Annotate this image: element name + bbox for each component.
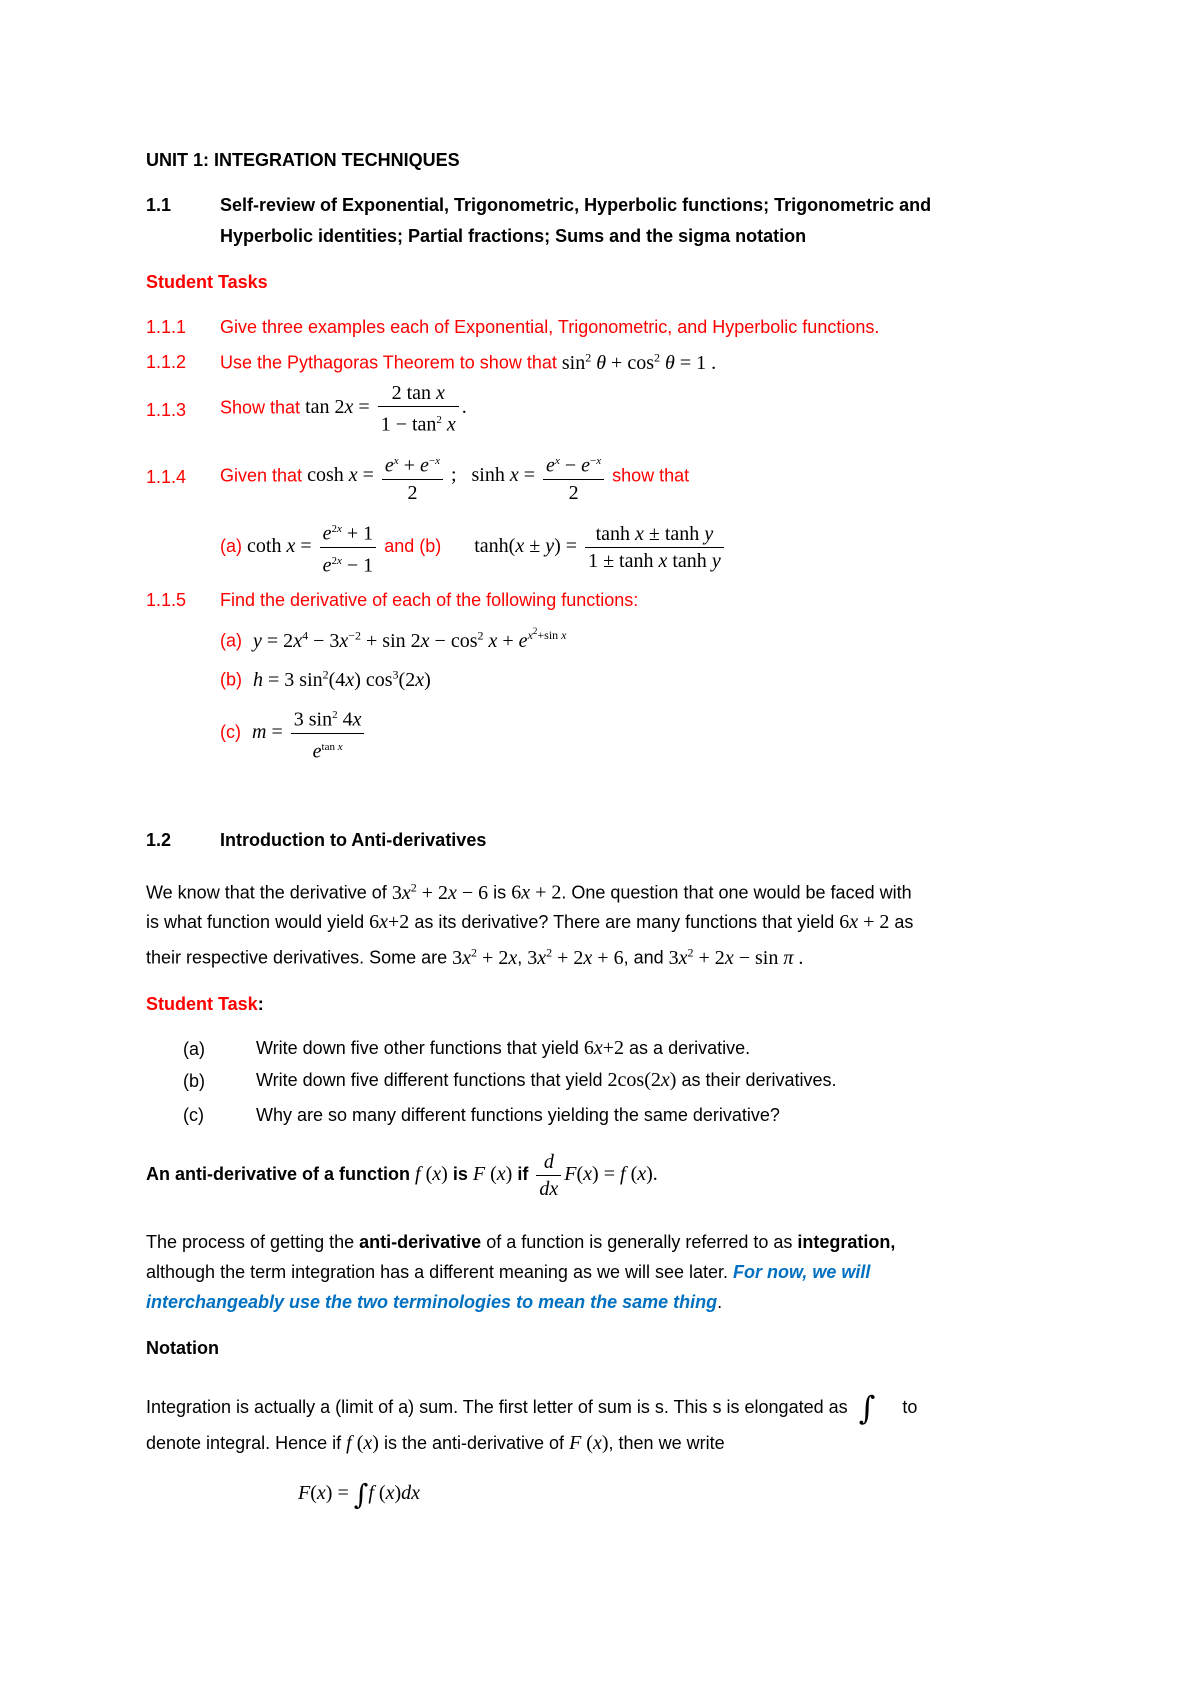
text: as their derivatives.	[681, 1070, 837, 1090]
math-expression: 6x + 2	[839, 911, 890, 933]
paragraph-line	[146, 1389, 917, 1427]
math-expression: tan 2x = $\frac{\text{2 tan x}}{1 - \tan^2 x}$ .	[305, 382, 467, 436]
math-expression: 2cos(2x)	[607, 1069, 677, 1091]
task-line	[220, 350, 716, 375]
text: For now, we will	[733, 1262, 871, 1282]
text: An anti-derivative of a function	[146, 1164, 411, 1185]
text: denote integral. Hence if	[146, 1433, 342, 1453]
section-number: 1.1	[146, 195, 172, 215]
task-text: Find the derivative of each of the following functions:	[220, 590, 639, 610]
math-expression: h = 3 $\sin^2(4x)$ $\cos^3(2x)$	[253, 667, 431, 691]
math-expression: $3x^2 + 2x + 6$	[527, 945, 624, 969]
task-number: 1.1.3	[146, 400, 187, 420]
task-line	[220, 516, 727, 578]
text: is what function would yield	[146, 912, 365, 932]
task-number: 1.1.5	[146, 590, 187, 610]
text: if	[517, 1164, 529, 1185]
text: is the anti-derivative of	[383, 1433, 565, 1453]
math-expression: $3x^2 + 2x$	[452, 945, 518, 969]
part-label: (b)	[220, 669, 242, 690]
text: their respective derivatives. Some are	[146, 947, 448, 968]
text: is	[452, 1164, 468, 1185]
task-text: Given that	[220, 465, 303, 486]
heading-text: Student Task	[146, 994, 258, 1014]
math-expression: $y = 2x^4 - 3x^{-2} + \sin 2x - \cos^2 x + e^{x^2+sin x}$	[253, 626, 567, 652]
task-line	[220, 448, 689, 506]
text: Integration is actually a (limit of a) sum. The first letter of sum is s. This s is elongated as	[146, 1396, 848, 1417]
paragraph-line	[146, 880, 912, 905]
text: , and	[623, 947, 664, 968]
text: integration,	[797, 1232, 896, 1252]
task-text: Give three examples each of Exponential, Trigonometric, and Hyperbolic functions.	[220, 317, 880, 337]
math-expression: m = $\frac{3 \sin^2 4x}{e^{tan x}}$	[252, 721, 367, 743]
text: .	[717, 1292, 723, 1312]
text: anti-derivative	[359, 1232, 482, 1252]
text: The process of getting the	[146, 1232, 355, 1252]
part-label: (a)	[220, 535, 242, 556]
task-label: (b)	[183, 1071, 205, 1091]
task-line	[256, 1037, 750, 1060]
text: . One question that one would be faced with	[561, 882, 912, 903]
math-identity: $\sin^2 \theta + \cos^2 \theta = 1$ .	[561, 350, 717, 374]
math-expression: f (x)	[346, 1432, 379, 1454]
math-expression: coth x = $\frac{e^{2x} + 1}{e^{2x} - 1}$	[247, 535, 384, 557]
math-expression: F (x)	[472, 1163, 513, 1186]
unit-title: UNIT 1: INTEGRATION TECHNIQUES	[146, 150, 460, 170]
text: as a derivative.	[629, 1038, 751, 1058]
part-label: (c)	[220, 721, 241, 742]
math-expression: 6x + 2	[511, 881, 562, 904]
task-text: Use the Pythagoras Theorem to show that	[220, 352, 557, 373]
definition-line	[146, 1149, 658, 1202]
text: interchangeably use the two terminologies to mean the same thing	[146, 1292, 718, 1312]
text: as its derivative? There are many functions that yield	[414, 912, 835, 932]
math-expression: tanh(x ± y) = $\frac{\text{tanh x ± tanh y}}{\text{1 ± tanh x tanh y}}$	[474, 535, 726, 557]
paragraph-line: their respective derivatives. Some are $3x^2 + 2x$, $3x^2 + 2x + 6$, and $3x^2 + 2x - \sin \pi$ .	[146, 945, 804, 969]
text: to	[902, 1396, 918, 1417]
paragraph-line	[146, 911, 913, 934]
text: is	[493, 882, 507, 903]
task-line	[220, 667, 431, 692]
integral-formula: F(x) = ∫f (x)dx	[298, 1478, 421, 1511]
math-expression: F (x)	[569, 1432, 609, 1454]
student-task-heading	[146, 994, 264, 1015]
task-text: Show that	[220, 397, 301, 418]
math-expression: $3x^2 + 2x - 6$	[391, 880, 489, 904]
task-number: 1.1.1	[146, 317, 187, 337]
integral-symbol: ∫	[858, 1389, 876, 1427]
text: Write down five other functions that yield	[256, 1038, 579, 1058]
math-expression: $3x^2 + 2x - \sin \pi$ .	[668, 945, 804, 969]
text: , then we write	[608, 1433, 725, 1453]
paragraph-line	[146, 1232, 895, 1253]
task-line	[256, 1069, 837, 1092]
text: as	[894, 912, 914, 932]
section-title: Introduction to Anti-derivatives	[220, 830, 487, 850]
task-number: 1.1.4	[146, 467, 187, 487]
text: although the term integration has a different meaning as we will see later.	[146, 1262, 729, 1282]
notation-heading: Notation	[146, 1338, 219, 1358]
math-expression: 6x+2	[369, 911, 410, 933]
paragraph-line	[146, 1262, 870, 1283]
paragraph-line	[146, 1292, 722, 1313]
text: We know that the derivative of	[146, 882, 387, 903]
task-label: (c)	[183, 1105, 204, 1125]
task-line	[220, 380, 467, 438]
math-expression: 6x+2	[583, 1037, 625, 1059]
student-tasks-heading: Student Tasks	[146, 272, 268, 292]
text: Why are so many different functions yielding the same derivative?	[256, 1105, 780, 1125]
part-label: and (b)	[384, 535, 442, 556]
text: of a function is generally referred to as	[486, 1232, 793, 1252]
task-label: (a)	[183, 1039, 205, 1059]
section-number: 1.2	[146, 830, 172, 850]
part-label: (a)	[220, 630, 242, 651]
math-expression: cosh x = $\frac{e^x + e^{-x}}{2}$ ; sinh x = $\frac{e^x - e^{-x}}{2}$	[307, 464, 612, 486]
section-title-line1: Self-review of Exponential, Trigonometric, Hyperbolic functions; Trigonometric and	[220, 195, 932, 215]
math-expression: $\frac{d}{dx}$ F(x) = f (x).	[533, 1163, 657, 1185]
task-line	[220, 626, 567, 653]
section-title-line2: Hyperbolic identities; Partial fractions; Sums and the sigma notation	[220, 226, 807, 246]
task-number: 1.1.2	[146, 352, 187, 372]
heading-colon: :	[257, 994, 264, 1014]
math-expression: f (x)	[415, 1163, 448, 1186]
task-text: show that	[612, 465, 690, 486]
task-line	[220, 702, 367, 764]
task-line	[256, 1105, 780, 1126]
paragraph-line	[146, 1432, 725, 1455]
text: Write down five different functions that yield	[256, 1070, 603, 1090]
